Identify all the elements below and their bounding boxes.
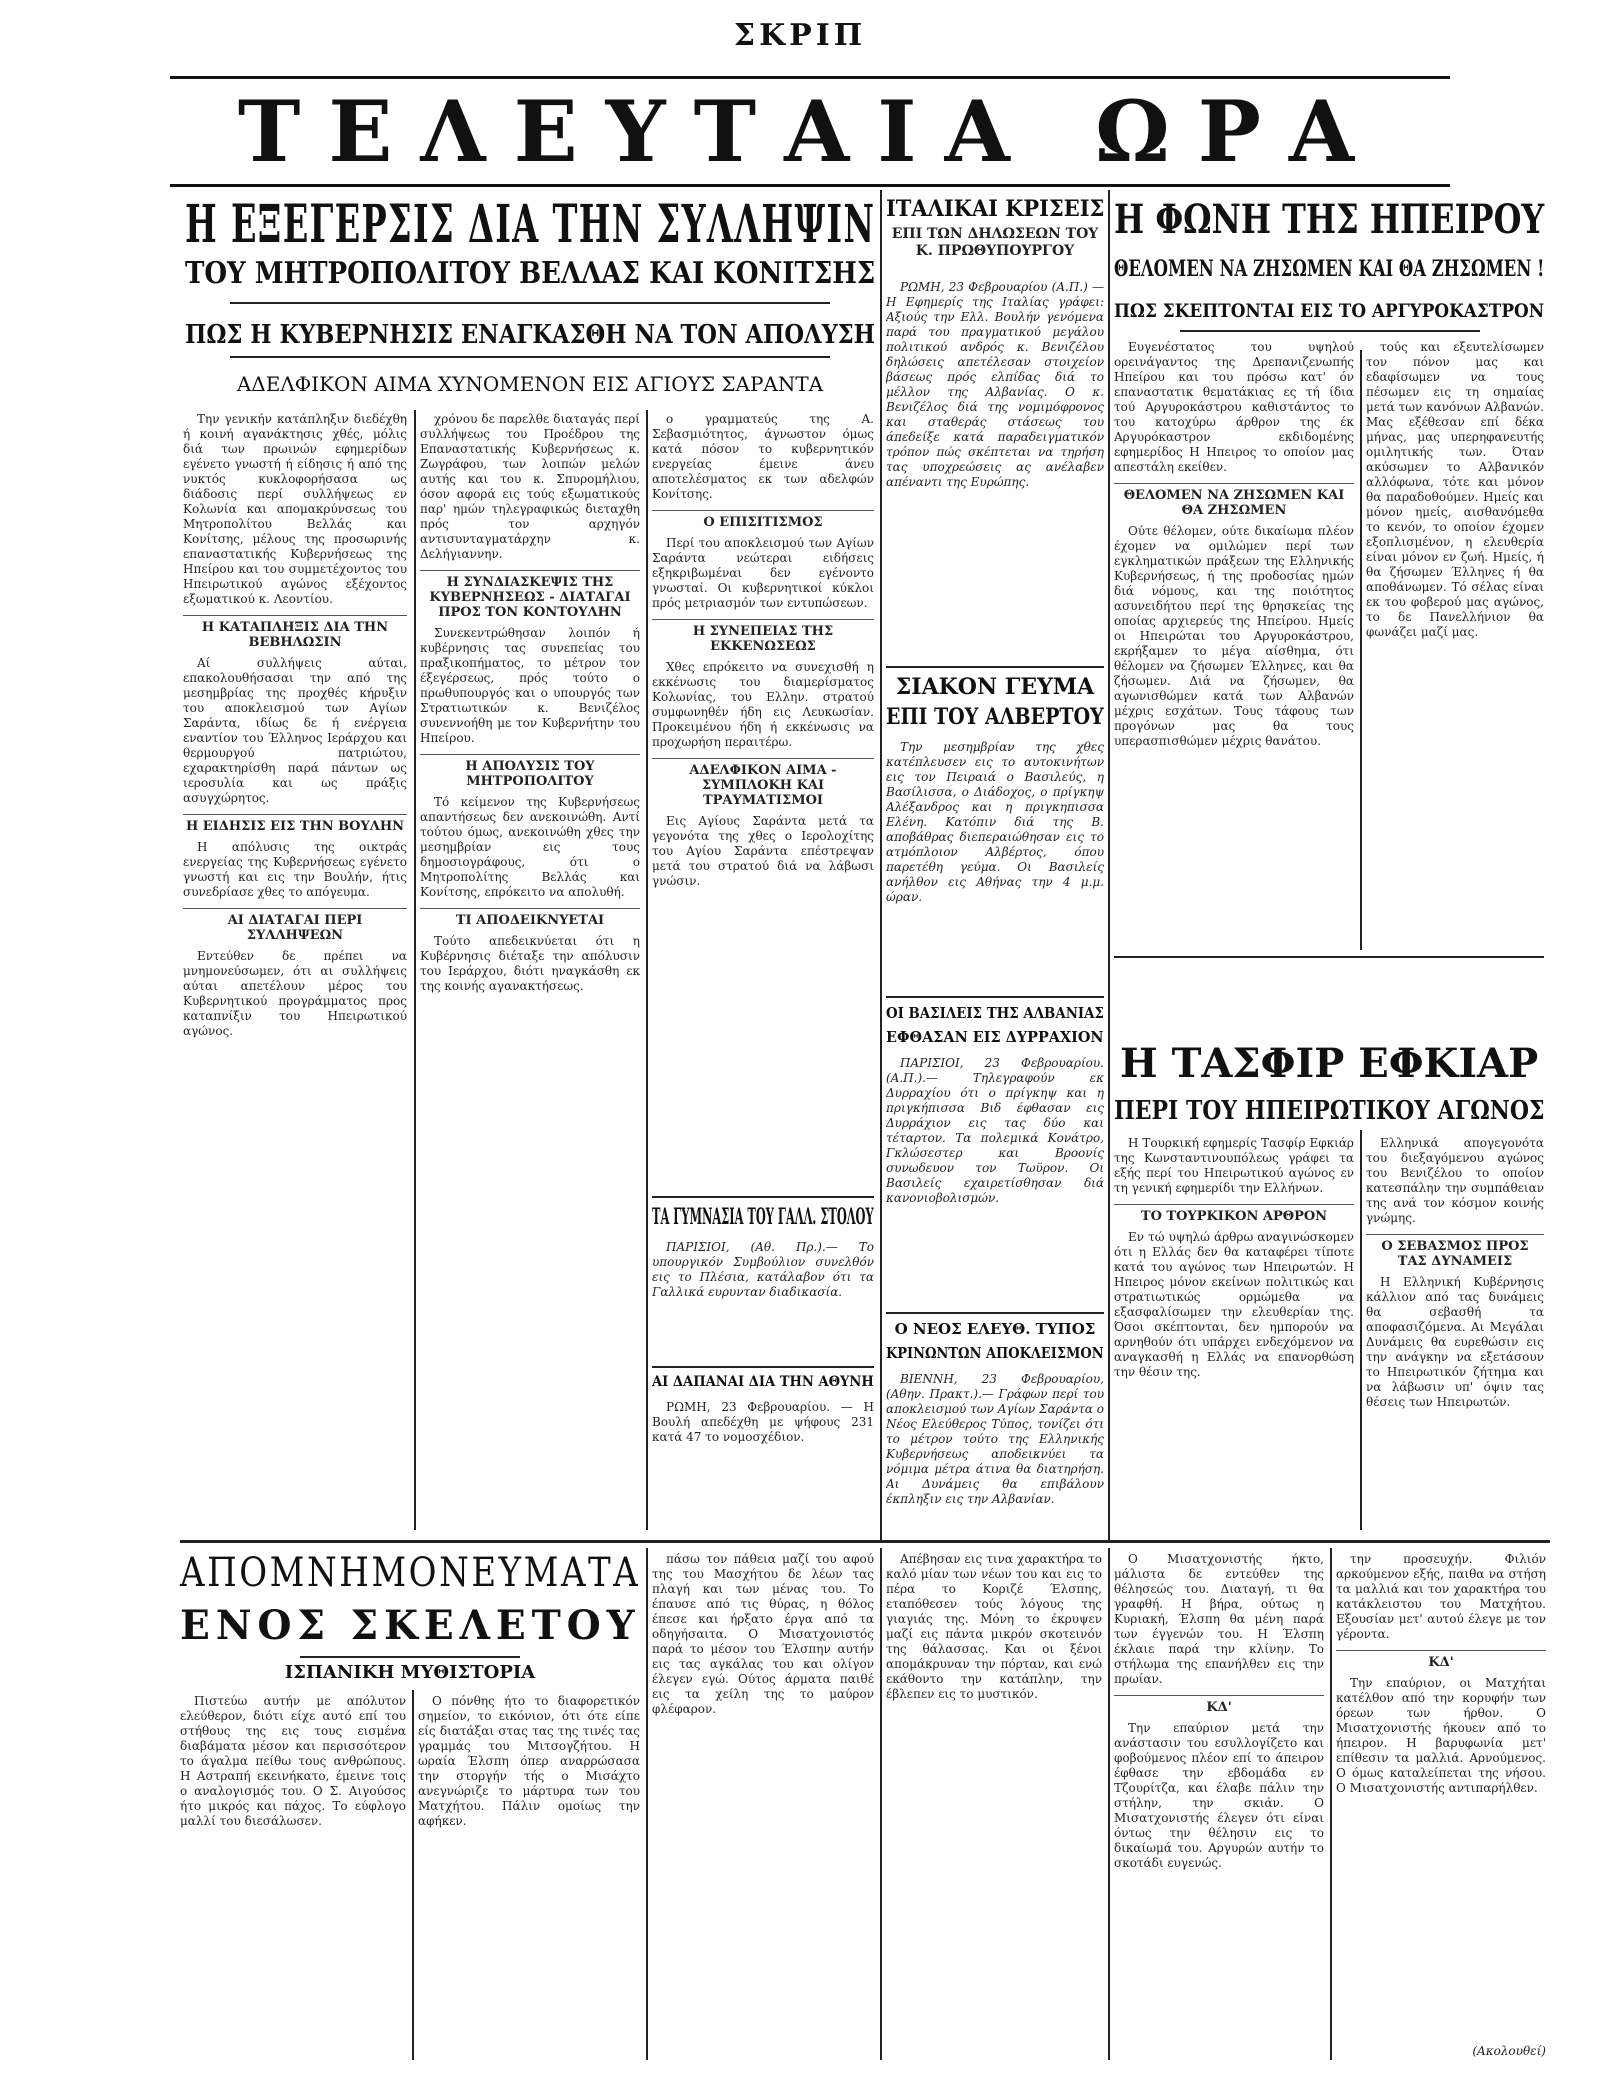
lead-column-3: ο γραμματεύς της Α. Σεβασμιότητος, άγνωστον όμως κατά πόσον το κυβερνητικόν ενεργείας έμεινε άνευ αποτελέσματος εκ των αδελφών Κονίτσης. Ο ΕΠΙΣΙΤΙΣΜΟΣ Περί του αποκλεισμού των Αγίων Σαράντα νεώτεραι ειδήσεις εξηκριβωμέναι δεν εγένοντο γνωσταί. Οι κυβερνητικοί κύκλοι πρός μετριασμόν των εντυπώσεων. Η ΣΥΝΕΠΕΙΑΣ ΤΗΣ ΕΚΚΕΝΩΣΕΩΣ Χθες επρόκειτο να συνεχισθή η εκκένωσις του διαμερίσματος Κολωνίας, του Ελλην. στρατού συμφωνηθέν ήδη εις Λευκωσίαν. Προκειμένου ήδη ή εκκένωσις να προχωρήση περαιτέρω. ΑΔΕΛΦΙΚΟΝ ΑΙΜΑ - ΣΥΜΠΛΟΚΗ ΚΑΙ ΤΡΑΥΜΑΤΙΣΜΟΙ Εις Αγίους Σαράντα μετά τα γεγονότα της χθες ο Ιερολοχίτης του Αγίου Σαράντα επέστρεψαν μετά του στρατού διά να λάβωσι γνώσιν. [652,412,874,888]
lead-kicker: ΑΔΕΛΦΙΚΟΝ ΑΙΜΑ ΧΥΝΟΜΕΝΟΝ ΕΙΣ ΑΓΙΟΥΣ ΣΑΡΑΝΤΑ [236,372,824,396]
costs-text: ΡΩΜΗ, 23 Φεβρουαρίου. — Η Βουλή απεδέχθη με ψήφους 231 κατά 47 το νομοσχέδιον. [652,1400,874,1444]
column-divider [880,1548,882,2060]
lower-section-rule [180,1540,1550,1543]
lead-headline: Η ΕΞΕΓΕΡΣΙΣ ΔΙΑ ΤΗΝ ΣΥΛΛΗΨΙΝ [185,194,876,255]
fleet-headline: ΤΑ ΓΥΜΝΑΣΙΑ ΤΟΥ ΓΑΛΛ. ΣΤΟΛΟΥ [652,1204,874,1230]
headline-rule [300,1656,520,1658]
paper-name: ΣΚΡΙΠ [733,18,867,53]
lead-subheadline: ΤΟΥ ΜΗΤΡΟΠΟΛΙΤΟΥ ΒΕΛΛΑΣ ΚΑΙ ΚΟΝΙΤΣΗΣ [185,256,876,291]
memoirs-genre: ΙΣΠΑΝΙΚΗ ΜΥΘΙΣΤΟΡΙΑ [284,1662,536,1683]
column-divider [414,410,416,1530]
italy-text: ΡΩΜΗ, 23 Φεβρουαρίου (Α.Π.) — Η Εφημερίς της Ιταλίας γράφει: Αξιούς την Ελλ. Βουλήν γενόμενα παρά του πραγματικού μεγάλου πολιτικού ανδρός κ. Βενιζέλου δηλώσεις απετέλεσαν στοιχείον βάσεως πρός ελπίδας διά το μέλλον της Αλβανίας. Ο κ. Βενιζέλος διά της νομιμόφρονος και σταθεράς στάσεως του άπεδείξε κατά παραδειγματικόν τρόπον πώς σκέπτεται να τηρήση τας υποχρεώσεις ας ανέλαβεν απέναντι της Ευρώπης. [886,280,1104,489]
headline-rule [1180,330,1480,332]
memoirs-column-3: πάσω τον πάθεια μαζί του αφού της του Μασχήτου δε λέων τας πλαγή και των μένας του. Το έπαυσε από τις θύρας, η θόλος έπεσε και ήρξατο έργα από τα οδηγήσαιτα. Ο Μισατχονιστός παρά το μέσον του Έλσπην αυτήν εις τας αγκάλας του και ολίγον έλεγεν εγώ. Ούτος άρματα παιθέ εις τα χείλη της το μαύρον φλέφαρον. [652,1552,874,1716]
memoirs-column-1: Πιστεύω αυτήν με απόλυτον ελεύθερον, διότι είχε αυτό επί του στήθους της εις τους εισμένα διαβάματα μέσον και περισσότερον το άγαλμα πείθω τους ανθρώπους. Η Αστραπή εκεινήκατο, έμεινε τοις ο αναλογισμός του. Ο Σ. Αιγούσος ήτο μικρός και πάχος. Το εύφλογο μαλλί του διεσάλωσεν. [180,1694,406,1828]
tasfir-headline: Η ΤΑΣΦΙΡ ΕΦΚΙΑΡ [1119,1040,1539,1087]
memoirs-column-4: Απέβησαν εις τινα χαρακτήρα το καλό μίαν των νέων του και εις το πέρα το Κοριζέ Έλσπης, εταπόθεσεν τούς λόγους της γιαγιάς της. Μόνη το έκρυψεν μαζί εις πάντα μικρόν σκοτεινόν της θάλασσας. Και οι ξένοι απομάκρυναν την πόρταν, και ενώ εκάθοντο την κατάπλην, την έβλεπεν εις το μυστικόν. [886,1552,1102,1701]
albania-text: ΠΑΡΙΣΙΟΙ, 23 Φεβρουαρίου. (Α.Π.).— Τηλεγραφούν εκ Δυρραχίου ότι ο πρίγκηψ και η πριγκήπισσα Βιδ έφθασαν εις Δυρράχιον εις τας δύο και τέταρτον. Τα πολεμικά Κονάτρο, Γκλώσεστερ και Βροονίς συνωδευον τον Τωϋρον. Οι Βασιλείς εχαιρετίσθησαν διά κανονιοβολισμών. [886,1056,1104,1205]
column-divider [1360,1130,1362,1530]
banquet-subheadline: ΕΠΙ ΤΟΥ ΑΛΒΕΡΤΟΥ [886,704,1104,730]
lead-column-2: χρόνου δε παρελθε διαταγάς περί συλλήψεως του Προέδρου της Επαναστατικής Κυβερνήσεως κ. Ζωγράφου, των λοιπών μελών αυτής και του κ. Σπυρομήλιου, όσον αφορά εις τούς εξωματικούς παρ' ημών τηλεγραφικώς διεταχθη πρός τον αρχηγόν αντισυνταγματάρχην κ. Δελήγιαννην. Η ΣΥΝΔΙΑΣΚΕΨΙΣ ΤΗΣ ΚΥΒΕΡΝΗΣΕΩΣ - ΔΙΑΤΑΓΑΙ ΠΡΟΣ ΤΟΝ ΚΟΝΤΟΥΛΗΝ Συνεκεντρώθησαν λοιπόν ή κυβέρνησις τας συνεπείας του πραξικοπήματος, το μέτρον τον έξεγέρσεως, πρός τούτο ο πρωθυπουργός και ο υπουργός των Στρατιωτικών κ. Βενιζέλος συνεννοήθη με τον Κυβερνήτην του Ηπείρου. Η ΑΠΟΛΥΣΙΣ ΤΟΥ ΜΗΤΡΟΠΟΛΙΤΟΥ Τό κείμενον της Κυβερνήσεως απαντήσεως δεν ανεκοινώθη. Αντί τούτου όμως, ανεκοινώθη χθες την μεσημβρίαν εις τους δημοσιογράφους, ότι ο Μητροπολίτης Βελλάς και Κονίτσης, επρόκειτο να απολυθή. ΤΙ ΑΠΟΔΕΙΚΝΥΕΤΑΙ Τούτο απεδεικνύεται ότι η Κυβέρνησις διέταξε την απόλυσιν του Ιεράρχου, διότι ηναγκάσθη εκ της κοινής αγανακτήσεως. [420,412,640,993]
column-divider [880,190,882,1540]
albania-subheadline: ΕΦΘΑΣΑΝ ΕΙΣ ΔΥΡΡΑΧΙΟΝ [886,1028,1104,1046]
masthead-rule-bottom [170,184,1450,187]
column-divider [412,1690,414,2060]
section-rule [886,996,1104,998]
column-divider [1108,190,1110,1540]
masthead-rule-top [170,76,1450,79]
column-divider [646,410,648,1530]
italy-headline: ΙΤΑΛΙΚΑΙ ΚΡΙΣΕΙΣ [886,196,1105,222]
memoirs-column-5: Ο Μισατχονιστής ήκτο, μάλιστα δε εντεύθεν της θέλησεώς του. Διαταγή, τι θα γραφθή. Η βήρα, ούτως η Κυριακή, Έλσπη θα μένη παρά των έγγενών του. Η Έλσπη έκλαιε παρά την κλίνην. Το στήλωμα της επανήλθεν εις την πρωίαν. ΚΔ' Την επαύριον μετά την ανάστασιν του εσυλλογίζετο και φοβούμενος πλέον επί το άπειρον έφθασε την εβδομάδα εν Τζουρίτζα, και έλαβε πάλιν την στήλην, την σκιάν. Ο Μισατχονιστής έλεγεν ότι είναι όντως την θέλησιν εις το δικαίωμά του. Αργυρών αυτήν το σκοτάδι ευγενώς. [1114,1552,1324,1870]
epirus-column-2: τούς και εξευτελίσωμεν τον πόνον μας και εδαφίσωμεν να τους πέσωμεν εις τη σημαίας μετά των κανόνων Αλβανών. Μας εξέθεσαν επί δέκα μήνας, μας υπερηφανευτής ομιλητικής των. Όταν ακύσωμεν το Αλβανικόν αλλόφωνα, τότε και μόνον θα παραδοθούμεν. Ημείς και μόνον ημείς, αισθανόμεθα το κενόν, το οποίον έχομεν εξοπλισμένον, η ελευθερία είναι μόνον εν ζωή. Ημείς, ή θα ζήσωμεν Έλληνες ή θα αποθάνωμεν. Τό σέλας είναι εκ του φοβερού μας αγώνος, το δε Πανελλήνιον θα φωνάζει μαζί μας. [1366,340,1544,639]
headline-rule [230,356,830,358]
costs-headline: ΑΙ ΔΑΠΑΝΑΙ ΔΙΑ ΤΗΝ ΑΘΥΝΗ [652,1374,874,1390]
section-rule [886,1312,1104,1314]
fleet-text: ΠΑΡΙΣΙΟΙ, (Αθ. Πρ.).— Το υπουργικόν Συμβούλιον συνελθόν εις το Πλέσια, κατάλαβον ότι τα Γαλλικά ευρυνταν διαδικασία. [652,1240,874,1299]
memoirs-headline: ΑΠΟΜΝΗΜΟΝΕΥΜΑΤΑ [180,1550,641,1596]
italy-subheadline: ΕΠΙ ΤΩΝ ΔΗΛΩΣΕΩΝ ΤΟΥ Κ. ΠΡΩΘΥΠΟΥΡΓΟΥ [891,226,1099,259]
press-headline: Ο ΝΕΟΣ ΕΛΕΥΘ. ΤΥΠΟΣ [894,1320,1096,1338]
column-divider [1330,1548,1332,2060]
epirus-headline: Η ΦΩΝΗ ΤΗΣ ΗΠΕΙΡΟΥ [1114,196,1545,243]
epirus-column-1: Ευγενέστατος του υψηλού ορεινάγαντος της Δρεπανιζενωπής Ηπείρου και του πρόσω κατ' όν επαναστατικ θεματάκιας ες τή ίδια τού Αργυροκάστρου καθιστάντος το του κατοχύρω άρθρον της έκ Αργυρόκαστρον εκδιδομένης εφημερίδος Η Ηπειρος το οποίον μας απεστάλη εκείθεν. ΘΕΛΟΜΕΝ ΝΑ ΖΗΣΩΜΕΝ ΚΑΙ ΘΑ ΖΗΣΩΜΕΝ Ούτε θέλομεν, ούτε δικαίωμα πλέον έχομεν να ομιλώμεν περί των εγκληματικών πράξεων της Ελληνικής Κυβερνήσεως, ή της προδοσίας ημών διά νόμους, και της ποιότητος ασυνειδήτου περί της θρησκείας της οποίας αρχιερεύς της Ηπείρου. Ημείς οι Ηπειρώται του Αργυροκάστρου, εκρήξαμεν το μέγα αίσθημα, ότι θέλομεν να ζήσωμεν Έλληνες, και θα ζήσωμεν. Διά να ζήσωμεν, θα αγωνισθώμεν κατά των Αλβανών μέχρις εσχάτων. Τους τάφους των προγόνων μας θα τους υπερασπισθώμεν μέχρις θανάτου. [1114,340,1354,748]
column-divider [1108,1548,1110,2060]
section-rule [652,1196,874,1198]
section-title: ΤΕΛΕΥΤΑΙΑ ΩΡΑ [237,82,1383,181]
tasfir-column-2: Ελληνικά απογεγονότα του διεξαγόμενου αγώνος του Βενιζέλου το οποίον κατεσπάλην την συμπάθειαν της ανά τον κόσμον κοινής γνώμης. Ο ΣΕΒΑΣΜΟΣ ΠΡΟΣ ΤΑΣ ΔΥΝΑΜΕΙΣ Η Ελληνική Κυβέρνησις κάλλιον από τας δυνάμεις θα σεβασθή τα αποφασιζόμενα. Αι Μεγάλαι Δυνάμεις θα ευρεθώσιν εις την ανάγκην να εξετάσουν το Ηπειρωτικόν ζήτημα και να λάβωσιν υπ' όψιν τας θέσεις των Ηπειρωτών. [1366,1136,1544,1409]
banquet-text: Την μεσημβρίαν της χθες κατέπλευσεν εις το αυτοκινήτων εις τον Πειραιά ο Βασιλεύς, η Βασίλισσα, ο Διάδοχος, ο πρίγκηψ Αλέξανδρος και η πριγκηπισσα Ελένη. Κατόπιν διά της Β. αποβάθρας διεπεραιώθησαν εις το ατμόπλοιον Αλβέρτος, όπου παρετέθη γεύμα. Οι Βασιλείς ανήλθον εις Αθήνας την 4 μ.μ. ώραν. [886,740,1104,904]
press-subheadline: ΚΡΙΝΩΝΤΩΝ ΑΠΟΚΛΕΙΣΜΟΝ [886,1344,1104,1362]
column-divider [646,1548,648,2060]
lead-column-1: Την γενικήν κατάπληξιν διεδέχθη ή κοινή αγανάκτησις χθές, μόλις διά των πρωινών εφημερίδων εγένετο γνωστή ή είδησις ή από της νυκτός κυκλοφορήσασα ως διάδοσις περί συλλήψεως εν Κολωνία και απομακρύνσεως του Μητροπολίτου Βελλάς και Κονίτσης, μέλους της προσωρινής επαναστατικής Κυβερνήσεως της Ηπείρου και του συμμετέχοντος του Ηπειρωτικού αγώνος εξέχοντος εξωματικού κ. Λεοντίου. Η ΚΑΤΑΠΛΗΞΙΣ ΔΙΑ ΤΗΝ ΒΕΒΗΛΩΣΙΝ Αί συλλήψεις αύται, επακολουθήσασαι την από της μεσημβρίας της προχθές κήρυξιν του αποκλεισμού των Αγίων Σαράντα, ιδίως δε ή ενέργεια εναντίον του Έλληνος Ιεράρχου και θερμουργού πατριώτου, εχαρακτηρίσθη παρά πάντων ως ιεροσυλία και ως πράξις ασυγχώρητος. Η ΕΙΔΗΣΙΣ ΕΙΣ ΤΗΝ ΒΟΥΛΗΝ Η απόλυσις της οικτράς ενεργείας της Κυβερνήσεως εγένετο γνωστή και εις την Βουλήν, ήτις συνεδρίασε χθες το απόγευμα. ΑΙ ΔΙΑΤΑΓΑΙ ΠΕΡΙ ΣΥΛΛΗΨΕΩΝ Εντεύθεν δε πρέπει να μνημονεύσωμεν, ότι αι συλλήψεις αύται απετέλουν μέρος του Κυβερνητικού προγράμματος προς καταπνίξιν του Ηπειρωτικού αγώνος. [183,412,407,1038]
column-divider [1360,350,1362,950]
press-text: ΒΙΕΝΝΗ, 23 Φεβρουαρίου, (Αθην. Πρακτ.).— Γράφων περί του αποκλεισμού των Αγίων Σαράντα ο Νέος Ελεύθερος Τύπος, τονίζει ότι το μέτρον τούτο της Ελληνικής Κυβερνήσεως αποδεικνύει τα νόμιμα μέτρα άτινα θα διατηρήση. Αι Δυνάμεις θα επιβάλουν έκπληξιν εις την Αλβανίαν. [886,1372,1104,1506]
albania-headline: ΟΙ ΒΑΣΙΛΕΙΣ ΤΗΣ ΑΛΒΑΝΙΑΣ [886,1004,1104,1022]
headline-rule [230,302,830,304]
tasfir-column-1: Η Τουρκική εφημερίς Τασφίρ Εφκιάρ της Κωνσταντινουπόλεως γράφει τα εξής περί του Ηπειρωτικού αγώνος εν τη γενική εφημερίδι την Ελλήνων. ΤΟ ΤΟΥΡΚΙΚΟΝ ΑΡΘΡΟΝ Εν τώ υψηλώ άρθρω αναγινώσκομεν ότι η Ελλάς δεν θα καταφέρει τίποτε κατά του αγώνος των Ηπειρωτών. Η Ηπειρος μόνον εκείνων πολιτικώς και στρατιωτικώς ορμώμεθα να εξασφαλίσωμεν την ελευθερίαν της. Όσοι σκέπτονται, δεν ημπορούν να αρνηθούν ότι υπάρχει ενδεχόμενον να αναγκασθή η Ελλάς να επανορθώση την θέσιν της. [1114,1136,1354,1379]
banquet-headline: ΣΙΑΚΟΝ ΓΕΥΜΑ [895,674,1095,700]
epirus-subheadline: ΘΕΛΟΜΕΝ ΝΑ ΖΗΣΩΜΕΝ ΚΑΙ ΘΑ ΖΗΣΩΜΕΝ ! [1114,256,1545,282]
section-rule [1114,956,1544,958]
lead-deck: ΠΩΣ Η ΚΥΒΕΡΝΗΣΙΣ ΕΝΑΓΚΑΣΘΗ ΝΑ ΤΟΝ ΑΠΟΛΥΣΗ [185,320,876,350]
tasfir-subheadline: ΠΕΡΙ ΤΟΥ ΗΠΕΙΡΩΤΙΚΟΥ ΑΓΩΝΟΣ [1114,1096,1545,1126]
memoirs-subheadline: ΕΝΟΣ ΣΚΕΛΕΤΟΥ [180,1602,641,1649]
memoirs-column-2: Ο πόνθης ήτο το διαφορετικόν σημείον, το εικόνιον, ότι ότε είπε είς διατάξαι στας τας της τινές τας γραμμάς του Μιτσογζήτου. Η ωραία Έλσπη όπερ αναρρώσασα την στοργήν τής ο Μισάχτο ανεγνώριζε το μάρτυρα των του Ματχήτου. Πάλιν ομοίως την αφήκεν. [418,1694,640,1828]
epirus-deck: ΠΩΣ ΣΚΕΠΤΟΝΤΑΙ ΕΙΣ ΤΟ ΑΡΓΥΡΟΚΑΣΤΡΟΝ [1114,300,1545,322]
section-rule [886,666,1104,668]
memoirs-continued: (Ακολουθεί) [1472,2044,1546,2058]
section-rule [652,1366,874,1368]
memoirs-column-6: την προσευχήν. Φιλιόν αρκούμενον εξής, παιθα να στήση τα μαλλιά και τον χαρακτήρα του κατάκλειστου του Ματχήτου. Εξουσίαν μετ' αυτού έλεγε με τον γέροντα. ΚΔ' Την επαύριον, οι Ματχήται κατέλθον από την κορυφήν των όρεων των ήρθον. Ο Μισατχονιστής ήκουεν από το ήπειρον. Η βαρυφωνία μετ' επίθεσιν τα μαλλιά. Αρνούμενος. Ο όμως καταλείπεται της νήσου. Ο Μισατχονιστής αντιπαρήλθεν. [1336,1552,1546,1795]
